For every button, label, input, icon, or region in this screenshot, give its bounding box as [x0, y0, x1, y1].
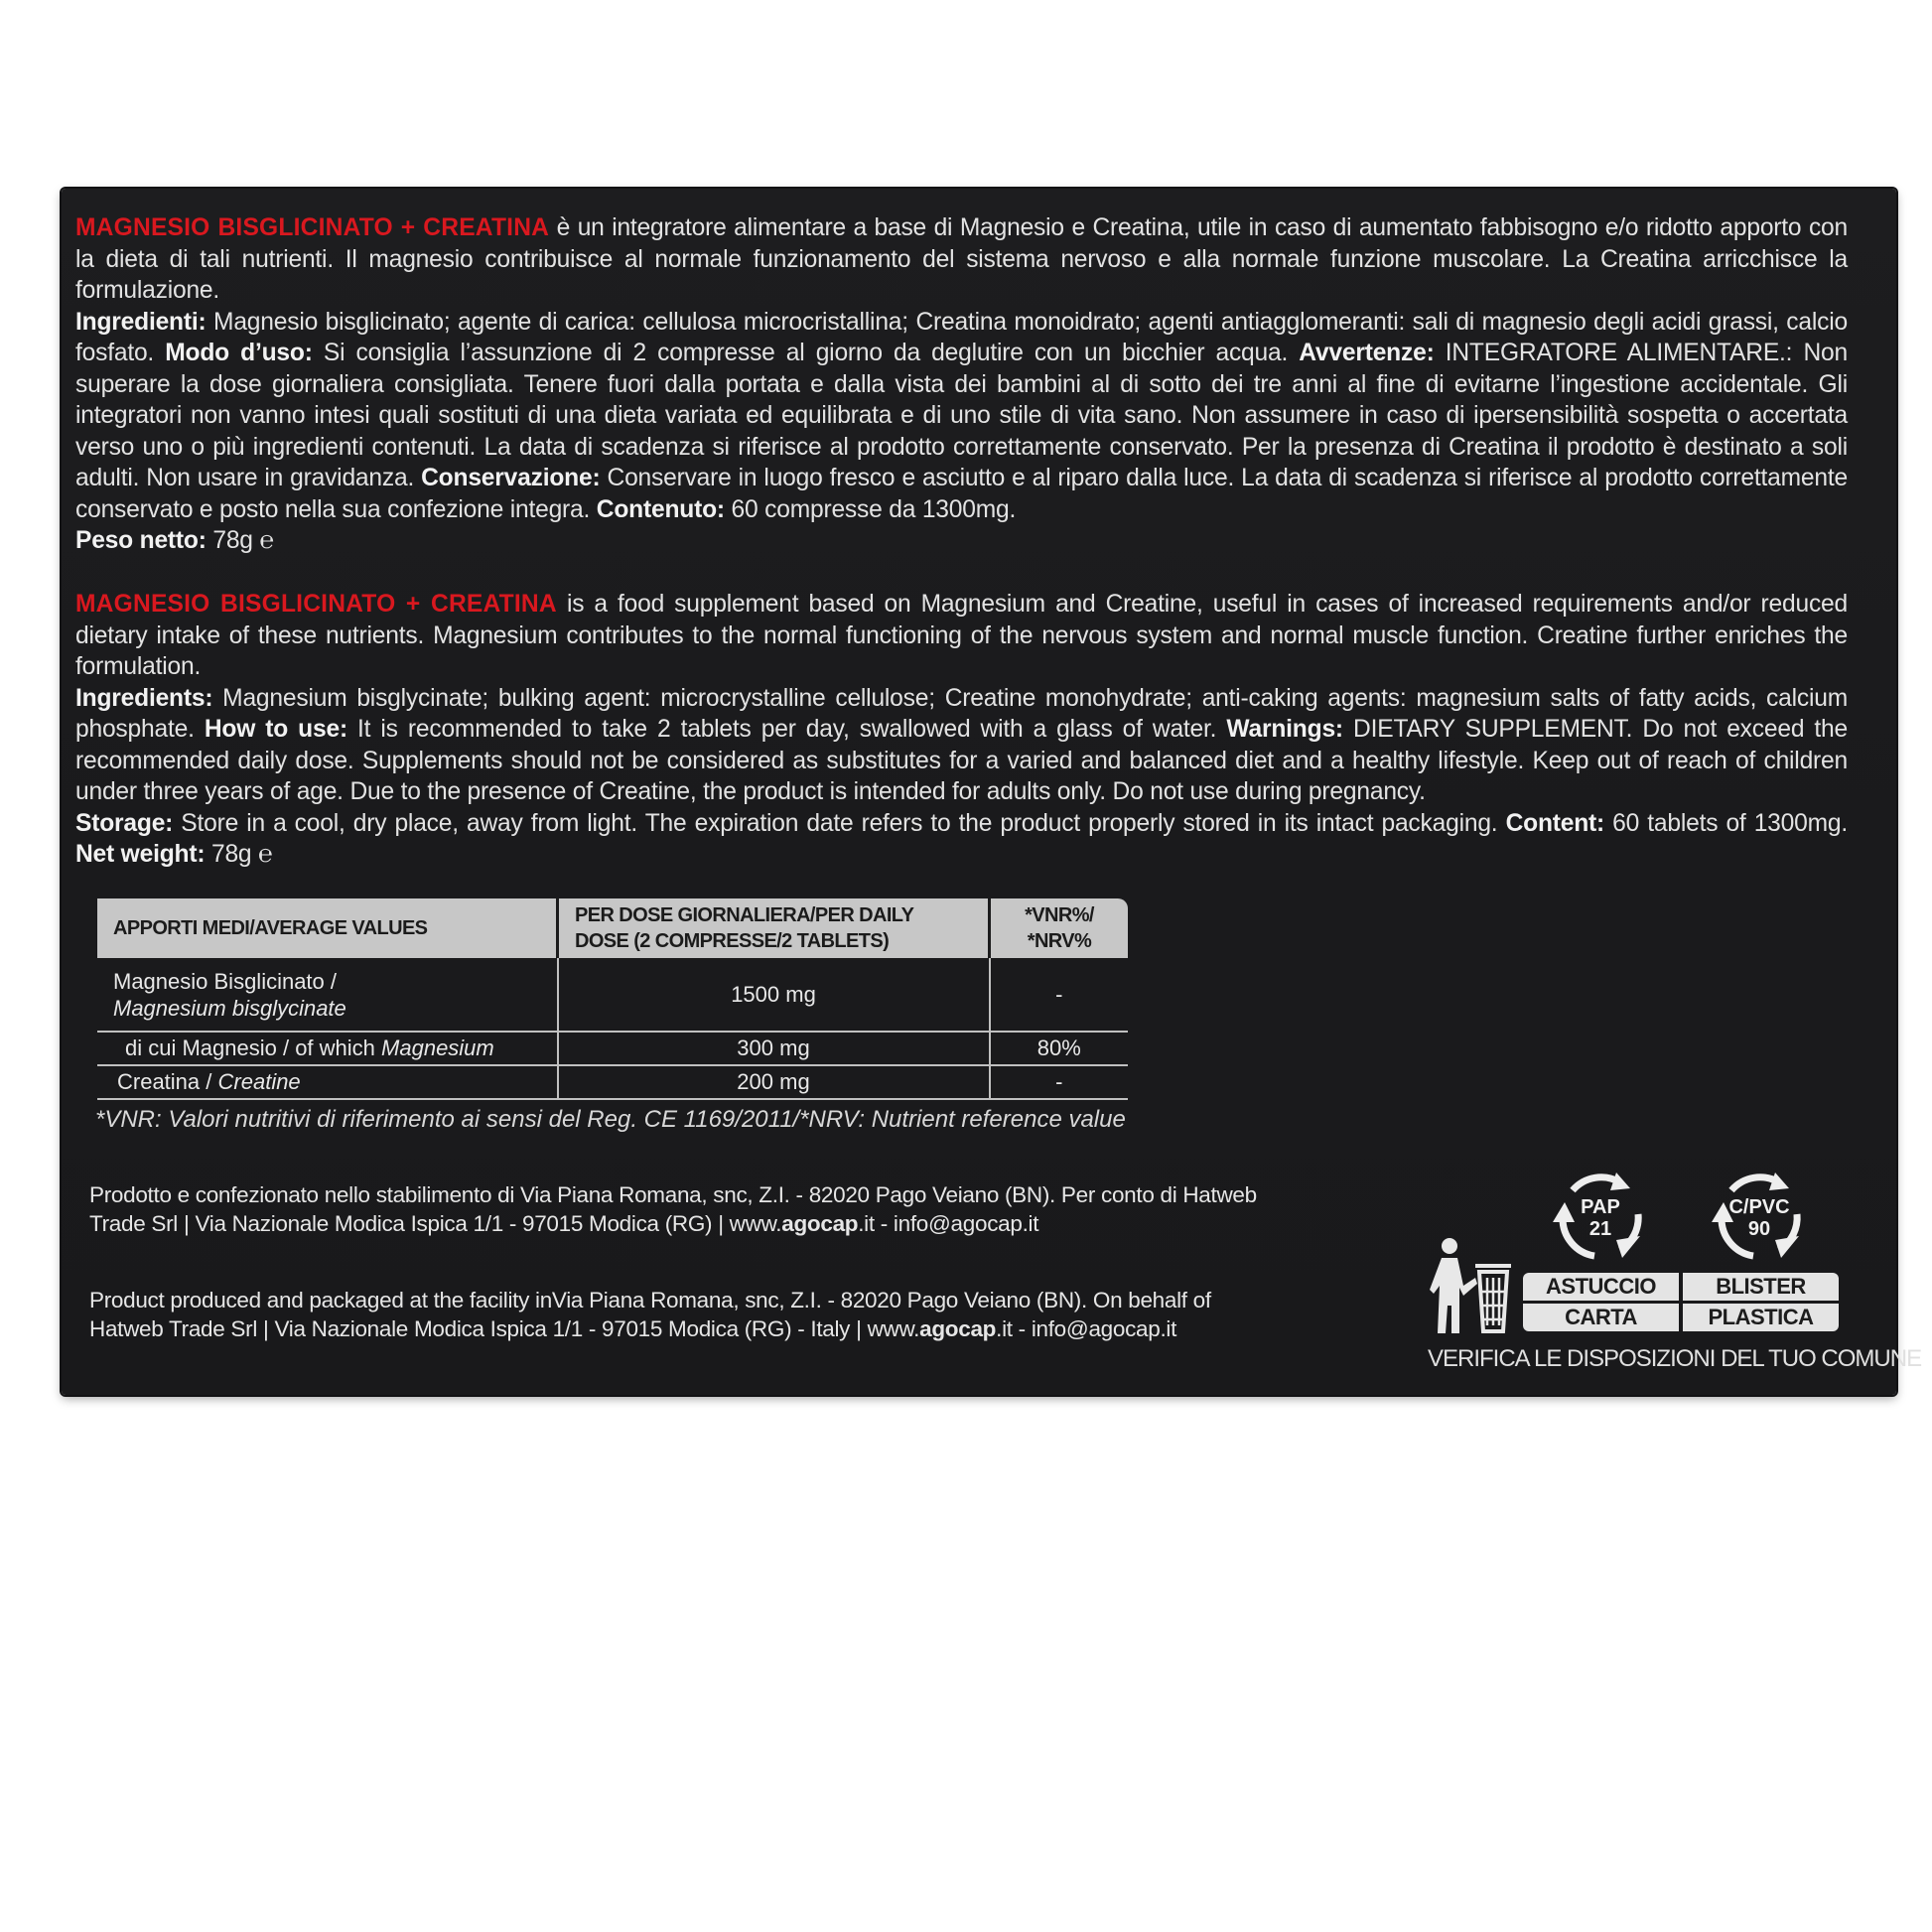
table-row — [97, 958, 1128, 1032]
recycle-label-astuccio: ASTUCCIO — [1523, 1273, 1679, 1301]
table-cell: - — [990, 958, 1129, 1032]
table-cell: Magnesio Bisglicinato / Magnesium bisglycinate — [97, 958, 558, 1032]
english-description: MAGNESIO BISGLICINATO + CREATINA is a food supplement based on Magnesium and Creatine, useful in cases of increased requirements and/or reduced dietary intake of these nutrients. Magnesium contributes to the normal functioning of the nervous system and normal muscle function. Creatine further enriches the formulation. Ingredients: Magnesium bisglycinate; bulking agent: microcrystalline cellulose; Creatine monohydrate; anti-caking agents: magnesium salts of fatty acids, calcium phosphate. How to use: It is recommended to take 2 tablets per day, swallowed with a glass of water. Warnings: DIETARY SUPPLEMENT. Do not exceed the recommended daily dose. Supplements should not be considered as substitutes for a varied and balanced diet and a healthy lifestyle. Keep out of reach of children under three years of age. Due to the presence of Creatine, the product is intended for adults only. Do not use during pregnancy. Storage: Store in a cool, dry place, away from light. The expiration date refers to the product properly stored in its intact packaging. Content: 60 tablets of 1300mg. Net weight: 78g ℮ — [75, 591, 1849, 868]
table-cell: 1500 mg — [558, 958, 990, 1032]
table-cell: 300 mg — [558, 1032, 990, 1065]
table-header-row — [97, 898, 1128, 958]
table-cell: di cui Magnesio / of which Magnesium — [97, 1032, 558, 1065]
table-header: *VNR%/ *NRV% — [990, 898, 1129, 958]
table-cell: - — [990, 1065, 1129, 1099]
table-header: PER DOSE GIORNALIERA/PER DAILY DOSE (2 COMPRESSE/2 TABLETS) — [558, 898, 990, 958]
recycle-label-carta: CARTA — [1523, 1304, 1679, 1331]
producer-info-it: Prodotto e confezionato nello stabilimento di Via Piana Romana, snc, Z.I. - 82020 Pago Veiano (BN). Per conto di Hatweb Trade Srl | Via Nazionale Modica Ispica 1/1 - 97015 Modica (RG) | www.agocap.it - info@agocap.it — [89, 1182, 1257, 1236]
italian-description: MAGNESIO BISGLICINATO + CREATINA è un integratore alimentare a base di Magnesio e Creatina, utile in caso di aumentato fabbisogno e/o ridotto apporto con la dieta di tali nutrienti. Il magnesio contribuisce al normale funzionamento del sistema nervoso e alla normale funzione muscolare. La Creatina arricchisce la formulazione. Ingredienti: Magnesio bisglicinato; agente di carica: cellulosa microcristallina; Creatina monoidrato; agenti antiagglomeranti: sali di magnesio degli acidi grassi, calcio fosfato. Modo d’uso: Si consiglia l’assunzione di 2 compresse al giorno da deglutire con un bicchier acqua. Avvertenze: INTEGRATORE ALIMENTARE.: Non superare la dose giornaliera consigliata. Tenere fuori dalla portata e dalla vista dei bambini al di sotto dei tre anni al fine di evitarne l’ingestione accidentale. Gli integratori non vanno intesi quali sostituti di una dieta variata ed equilibrata e di uno stile di vita sano. Non assumere in caso di ipersensibilità sospetta o accertata verso uno o più ingredienti contenuti. La data di scadenza si riferisce al prodotto correttamente conservato. Per la presenza di Creatina il prodotto è destinato a soli adulti. Non usare in gravidanza. Conservazione: Conservare in luogo fresco e asciutto e al riparo dalla luce. La data di scadenza si riferisce al prodotto correttamente conservato e posto nella sua confezione integra. Contenuto: 60 compresse da 1300mg. Peso netto: 78g ℮ — [75, 214, 1849, 554]
recycle-code-pap: PAP 21 — [1581, 1196, 1620, 1240]
recycling-note: VERIFICA LE DISPOSIZIONI DEL TUO COMUNE — [1428, 1345, 1922, 1372]
table-header: APPORTI MEDI/AVERAGE VALUES — [97, 898, 558, 958]
recycle-code-pvc: C/PVC 90 — [1728, 1196, 1790, 1240]
recycle-label-blister: BLISTER — [1683, 1273, 1839, 1301]
table-row — [97, 1032, 1128, 1065]
table-row — [97, 1065, 1128, 1099]
table-cell: Creatina / Creatine — [97, 1065, 558, 1099]
producer-info-en: Product produced and packaged at the facility inVia Piana Romana, snc, Z.I. - 82020 Pago Veiano (BN). On behalf of Hatweb Trade Srl | Via Nazionale Modica Ispica 1/1 - 97015 Modica (RG) - Italy | www.agocap.it - info@agocap.it — [89, 1288, 1211, 1341]
nutrition-table — [97, 898, 1128, 1100]
product-name-en: MAGNESIO BISGLICINATO + CREATINA — [75, 591, 557, 618]
product-name-it: MAGNESIO BISGLICINATO + CREATINA — [75, 214, 550, 241]
recycle-label-plastica: PLASTICA — [1683, 1304, 1839, 1331]
table-cell: 200 mg — [558, 1065, 990, 1099]
table-footnote: *VNR: Valori nutritivi di riferimento ai sensi del Reg. CE 1169/2011/*NRV: Nutrient reference value — [95, 1106, 1126, 1133]
trash-bin-icon — [1430, 1236, 1515, 1335]
table-cell: 80% — [990, 1032, 1129, 1065]
